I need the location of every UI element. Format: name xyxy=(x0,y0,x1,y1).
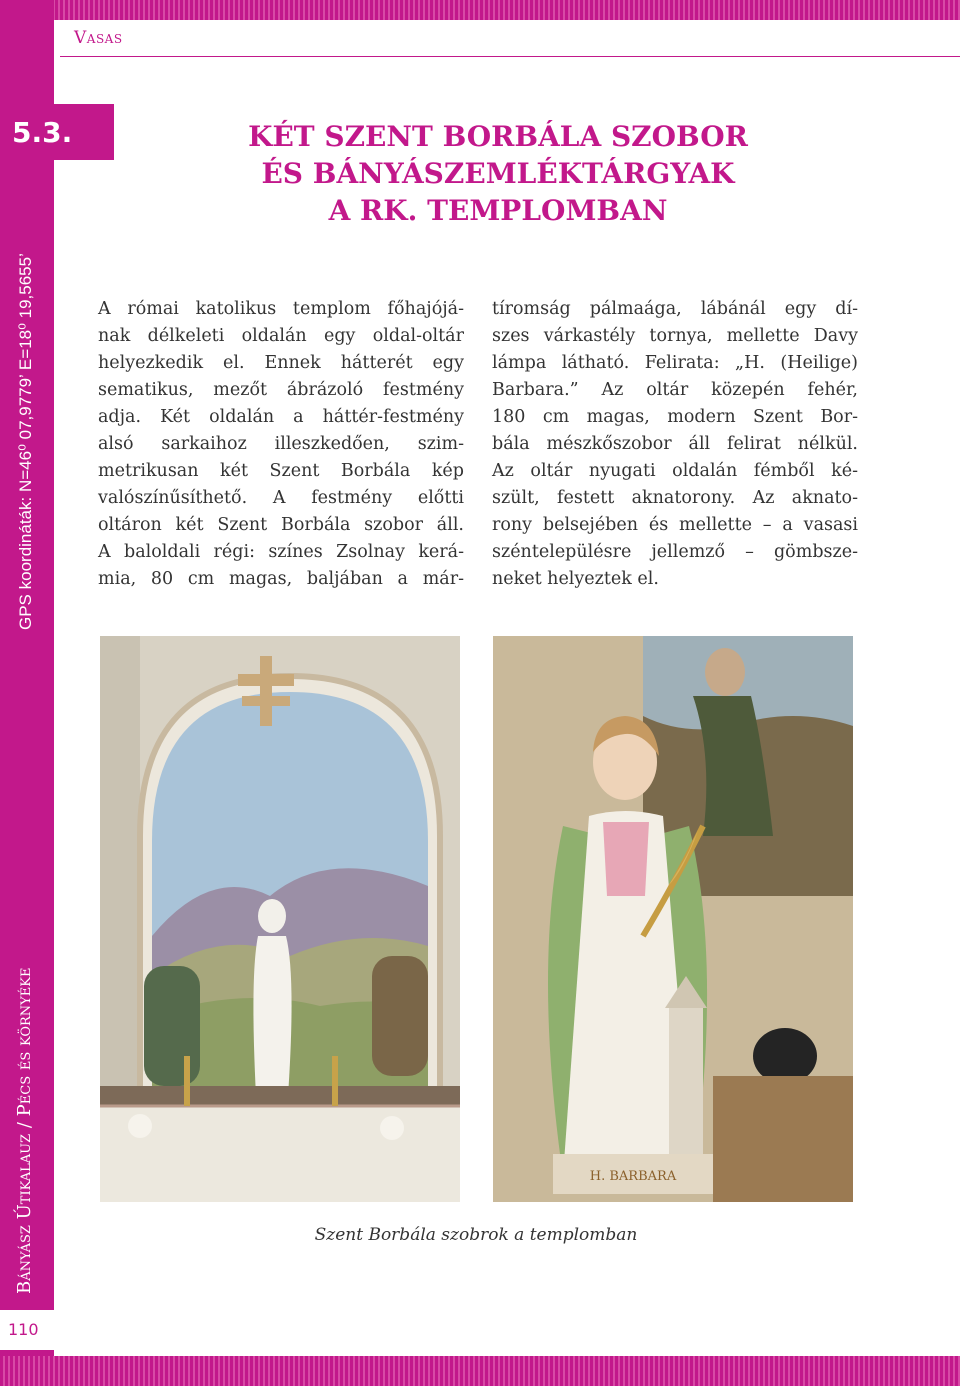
title-line-2: ÉS BÁNYÁSZEMLÉKTÁRGYAK xyxy=(261,157,735,190)
page-title xyxy=(238,118,758,229)
top-decorative-strip xyxy=(0,0,960,20)
title-line-1: KÉT SZENT BORBÁLA SZOBOR xyxy=(248,120,748,153)
body-column-right xyxy=(492,296,858,593)
statue-illustration xyxy=(493,636,853,1202)
body-line: alsó sarkaihoz illeszkedően, szim- xyxy=(98,434,464,454)
body-line: A baloldali régi: színes Zsolnay kerá- xyxy=(98,542,464,562)
chapter-header: Vasas xyxy=(74,28,123,48)
title-line-3: A RK. TEMPLOMBAN xyxy=(328,194,668,227)
body-line: metrikusan két Szent Borbála kép xyxy=(98,461,464,481)
body-line: tíromság pálmaága, lábánál egy dí- xyxy=(492,299,858,319)
body-line: Az oltár nyugati oldalán fémből ké- xyxy=(492,461,858,481)
body-line: valószínűsíthető. A festmény előtti xyxy=(98,488,464,508)
body-line: szült, festett aknatorony. Az aknato- xyxy=(492,488,858,508)
altar-photo xyxy=(100,636,460,1202)
gps-coordinates: GPS koordináták: N=46⁰ 07,9779’ E=18⁰ 19,5655’ xyxy=(16,253,35,630)
altar-illustration xyxy=(100,636,460,1202)
photo-caption: Szent Borbála szobrok a templomban xyxy=(314,1225,638,1245)
body-line: adja. Két oldalán a háttér-festmény xyxy=(98,407,464,427)
body-column-left xyxy=(98,296,464,593)
body-line: A római katolikus templom főhajójá- xyxy=(98,299,464,319)
body-line: Barbara.” Az oltár közepén fehér, xyxy=(492,380,858,400)
body-line: oltáron két Szent Borbála szobor áll. xyxy=(98,515,464,535)
statue-photo xyxy=(493,636,853,1202)
guide-title: Bányász Útikalauz / Pécs és környéke xyxy=(14,967,35,1294)
section-number: 5.3. xyxy=(12,116,73,149)
statue-plaque-text: H. BARBARA xyxy=(589,1169,677,1184)
body-line: szes várkastély tornya, mellette Davy xyxy=(492,326,858,346)
body-line: bála mészkőszobor áll felirat nélkül. xyxy=(492,434,858,454)
body-line: mia, 80 cm magas, baljában a már- xyxy=(98,569,464,589)
body-line: rony belsejében és mellette – a vasasi xyxy=(492,515,858,535)
page-number: 110 xyxy=(8,1320,39,1339)
body-line: helyezkedik el. Ennek hátterét egy xyxy=(98,353,464,373)
body-line: neket helyeztek el. xyxy=(492,569,659,589)
body-line: széntelepülésre jellemző – gömbsze- xyxy=(492,542,858,562)
body-line: lámpa látható. Felirata: „H. (Heilige) xyxy=(492,353,858,373)
body-line: sematikus, mezőt ábrázoló festmény xyxy=(98,380,464,400)
bottom-decorative-strip xyxy=(0,1356,960,1386)
body-line: nak délkeleti oldalán egy oldal-oltár xyxy=(98,326,464,346)
sidebar-gap xyxy=(54,104,60,1386)
header-rule xyxy=(60,56,960,57)
body-line: 180 cm magas, modern Szent Bor- xyxy=(492,407,858,427)
